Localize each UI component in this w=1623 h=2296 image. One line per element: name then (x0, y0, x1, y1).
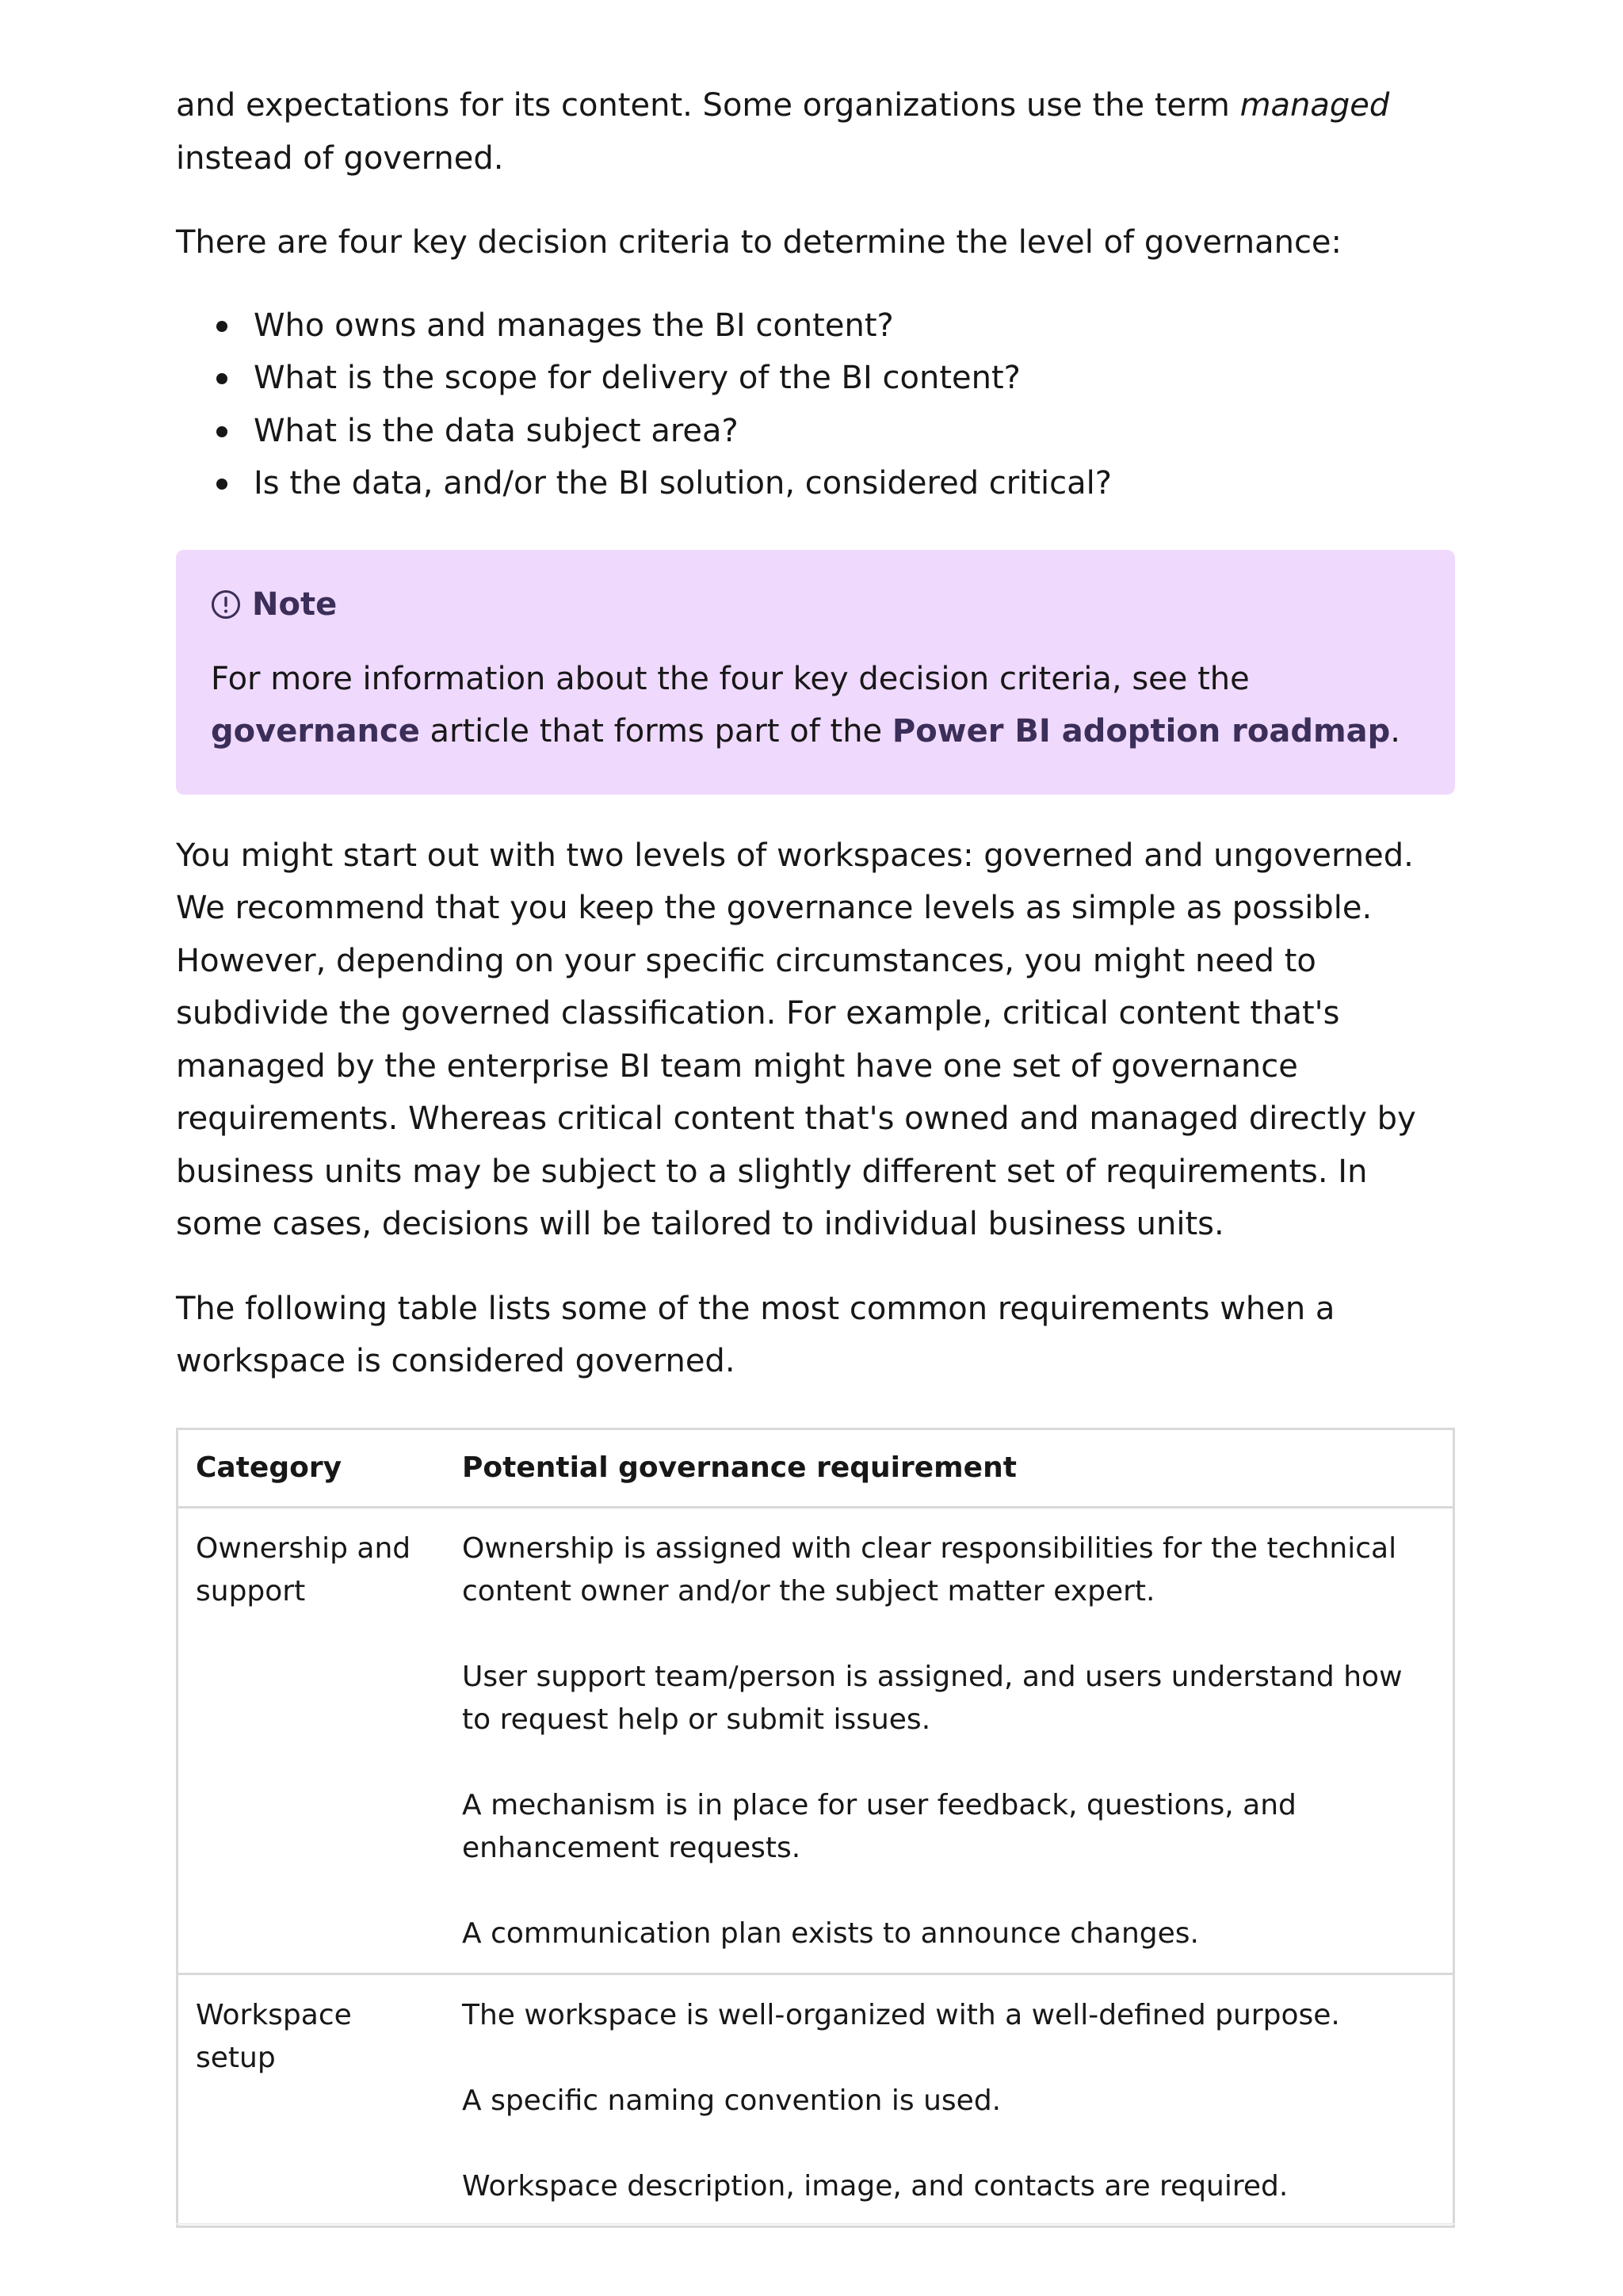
criteria-list (176, 299, 1455, 510)
intro-text-start: and expectations for its content. Some organizations use the term (176, 87, 1240, 124)
header-requirement: Potential governance requirement (445, 1428, 1454, 1507)
list-item: Is the data, and/or the BI solution, considered critical? (254, 457, 1455, 510)
requirement-text: A mechanism is in place for user feedback, questions, and enhancement requests. (462, 1788, 1296, 1864)
requirements-cell (445, 1507, 1454, 1974)
table-row (178, 1974, 1454, 2226)
requirement-text: User support team/person is assigned, and users understand how to request help or submit issues. (462, 1660, 1403, 1736)
table-intro: The following table lists some of the most common requirements when a workspace is considered governed. (176, 1290, 1335, 1379)
note-callout (176, 550, 1455, 795)
requirement-text: Ownership is assigned with clear responsibilities for the technical content owner and/or the subject matter expert. (462, 1531, 1397, 1608)
note-header (211, 585, 1420, 624)
requirement-text: A communication plan exists to announce changes. (462, 1917, 1199, 1950)
header-category: Category (178, 1428, 445, 1507)
requirements-cell (445, 1974, 1454, 2226)
criteria-intro: There are four key decision criteria to determine the level of governance: (176, 224, 1342, 261)
note-text-part: For more information about the four key decision criteria, see the (211, 660, 1250, 697)
adoption-roadmap-link[interactable]: Power BI adoption roadmap (892, 713, 1391, 749)
article-content (176, 79, 1455, 2228)
workspaces-paragraph: You might start out with two levels of workspaces: governed and ungoverned. We recommend that you keep the governance levels as simple as possible. However, depending on your specific circumstances, you might need to subdivide the governed classification. For example, critical content that's managed by the enterprise BI team might have one set of governance requirements. Whereas critical content that's owned and managed directly by business units may be subject to a slightly different set of requirements. In some cases, decisions will be tailored to individual business units. (176, 837, 1416, 1242)
governance-link[interactable]: governance (211, 713, 420, 749)
note-text (211, 653, 1420, 758)
note-text-part: . (1390, 713, 1401, 749)
intro-paragraph (176, 79, 1455, 185)
bottom-divider (176, 2223, 1455, 2225)
category-cell: Ownership and support (178, 1507, 445, 1974)
intro-term-managed: managed (1239, 87, 1390, 124)
requirement-text: The workspace is well-organized with a well-defined purpose. (462, 1998, 1340, 2031)
note-title: Note (252, 585, 338, 623)
table-header-row (178, 1428, 1454, 1507)
category-cell: Workspace setup (178, 1974, 445, 2226)
info-icon (211, 589, 241, 620)
list-item: Who owns and manages the BI content? (254, 299, 1455, 353)
requirement-text: Workspace description, image, and contacts are required. (462, 2169, 1289, 2203)
intro-text-end: instead of governed. (176, 139, 504, 177)
requirement-text: A specific naming convention is used. (462, 2084, 1002, 2117)
list-item: What is the data subject area? (254, 405, 1455, 458)
governance-requirements-table (176, 1428, 1455, 2228)
table-row (178, 1507, 1454, 1974)
note-text-part: article that forms part of the (419, 713, 892, 749)
list-item: What is the scope for delivery of the BI content? (254, 352, 1455, 405)
